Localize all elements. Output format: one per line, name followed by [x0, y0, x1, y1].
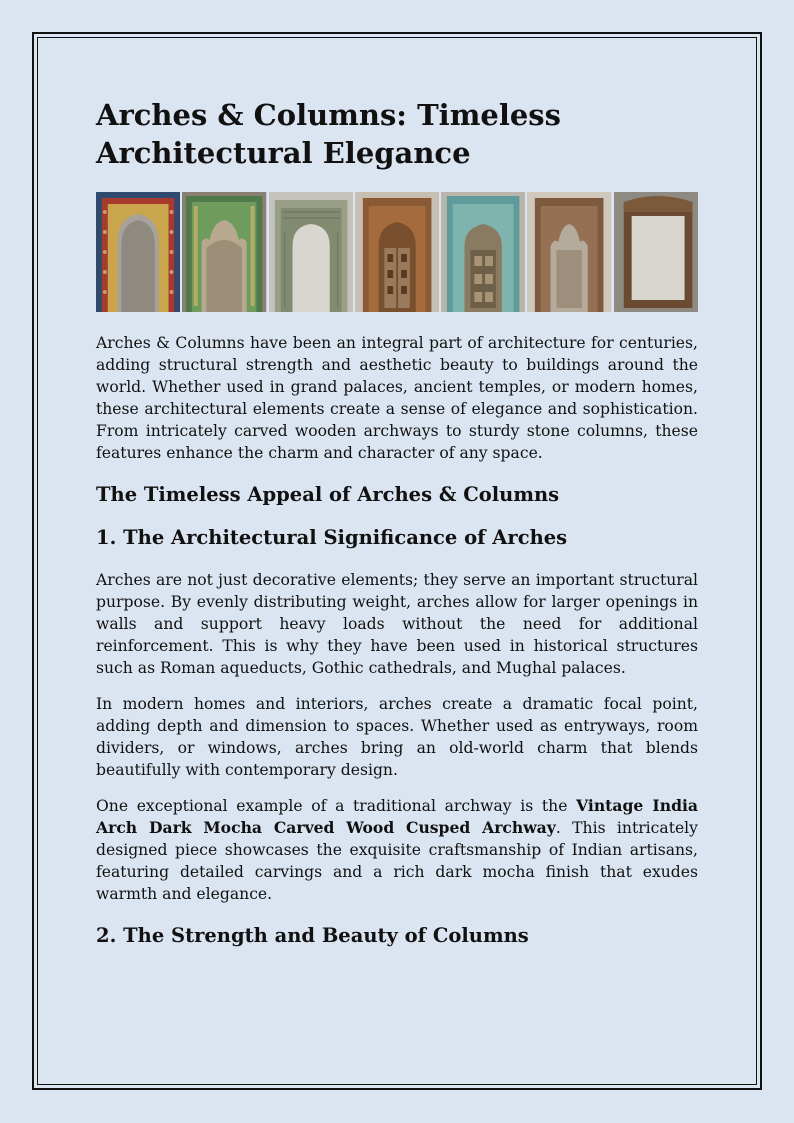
heading-arch-significance: 1. The Architectural Significance of Arches [96, 526, 568, 549]
example-text-after: . This intricately designed piece showcases the exquisite craftsmanship of Indian artisans, featuring detailed carvings and a rich dark mocha finish that exudes warmth and elegance. [96, 819, 698, 903]
article-body [96, 96, 698, 949]
intro-paragraph: Arches & Columns have been an integral part of architecture for centuries, adding structural strength and aesthetic beauty to buildings around the world. Whether used in grand palaces, ancient temples, or modern homes, these architectural elements create a sense of elegance and sophistication. From intricately carved wooden archways to sturdy stone columns, these features enhance the charm and character of any space. [96, 334, 698, 462]
teal-arch-panel [441, 192, 525, 312]
heading-columns: 2. The Strength and Beauty of Columns [96, 924, 529, 947]
grey-arch-panel [269, 192, 353, 312]
heading-timeless-appeal: The Timeless Appeal of Arches & Columns [96, 483, 560, 506]
brown-arch-panel [355, 192, 439, 312]
example-text-before: One exceptional example of a traditional archway is the [96, 797, 577, 815]
paragraph-example-archway [96, 795, 698, 905]
product-name-link[interactable]: Vintage India Arch Dark Mocha Carved Wood Cusped Archway [96, 796, 698, 837]
paragraph-modern-homes: In modern homes and interiors, arches create a dramatic focal point, adding depth and dimension to spaces. Whether used as entryways, room dividers, or windows, arches bring an old-world charm that blends beautifully with contemporary design. [96, 695, 698, 779]
mocha-arch-panel [527, 192, 611, 312]
archway-gallery [96, 192, 698, 312]
green-arch-panel [182, 192, 266, 312]
page-title: Arches & Columns: Timeless Architectural Elegance [96, 98, 561, 170]
paragraph-structural-purpose: Arches are not just decorative elements; they serve an important structural purpose. By evenly distributing weight, arches allow for larger openings in walls and support heavy loads without the need for additional reinforcement. This is why they have been used in historical structures such as Roman aqueducts, Gothic cathedrals, and Mughal palaces. [96, 571, 698, 677]
frame-panel [614, 192, 698, 312]
blue-arch-panel [96, 192, 180, 312]
